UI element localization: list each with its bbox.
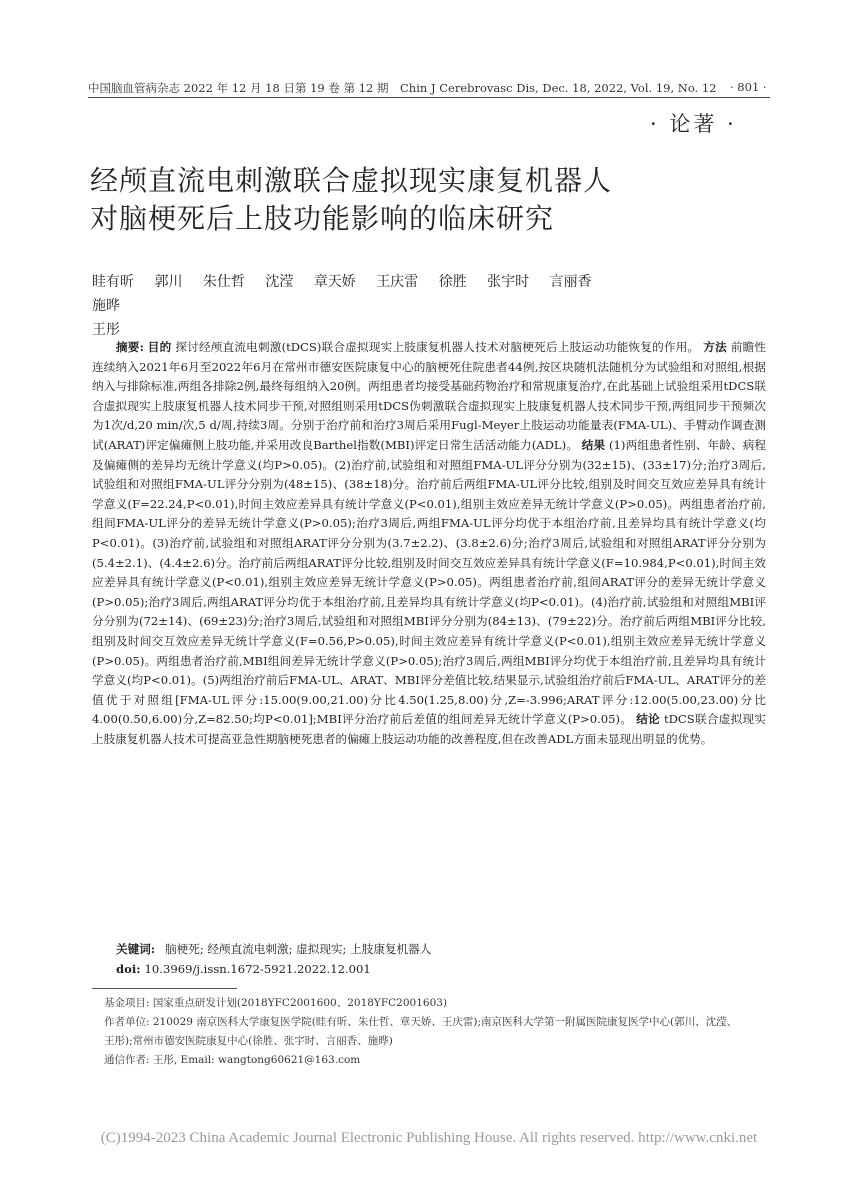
footnote-divider xyxy=(92,988,237,989)
keywords-label: 关键词: xyxy=(116,942,156,956)
conclusion-label: 结论 xyxy=(636,712,660,727)
author: 王彤 xyxy=(92,322,120,338)
results-label: 结果 xyxy=(581,437,606,452)
author: 沈滢 xyxy=(265,274,294,290)
article-title xyxy=(90,162,710,238)
doi-link[interactable]: 10.3969/j.issn.1672-5921.2022.12.001 xyxy=(144,962,371,976)
author: 章天娇 xyxy=(313,274,356,290)
abstract xyxy=(92,338,766,749)
author: 眭有昕 xyxy=(92,274,134,290)
results-text: (1)两组患者性别、年龄、病程及偏瘫侧的差异均无统计学意义(均P>0.05)。(2)治疗前,试验组和对照组FMA-UL评分分别为(32±15)、(33±17)分;治疗3周后,试验组和对照组FMA-UL评分分别为(48±15)、(38±18)分。治疗前后两组FMA-UL评分比较,组别及时间交互效应差异具有统计学意义(F=22.24,P<0.01),时间主效应差异具有统计学意义(P<0.01),组别主效应差异无统计学意义(P>0.05)。两组患者治疗前,组间FMA-UL评分的差异无统计学意义(P>0.05);治疗3周后,两组FMA-UL评分均优于本组治疗前,且差异均具有统计学意义(均P<0.01)。(3)治疗前,试验组和对照组ARAT评分分别为(3.7±2.2)、(3.8±2.6)分;治疗3周后,试验组和对照组ARAT评分分别为(5.4±2.1)、(4.4±2.6)分。治疗前后两组ARAT评分比较,组别及时间交互效应差异具有统计学意义(F=10.984,P<0.01),时间主效应差异具有统计学意义(P<0.01),组别主效应差异无统计学意义(P>0.05)。两组患者治疗前,组间ARAT评分的差异无统计学意义(P>0.05);治疗3周后,两组ARAT评分均优于本组治疗前,且差异均具有统计学意义(均P<0.01)。(4)治疗前,试验组和对照组MBI评分分别为(72±14)、(69±23)分;治疗3周后,试验组和对照组MBI评分分别为(84±13)、(79±22)分。治疗前后两组MBI评分比较,组别及时间交互效应差异无统计学意义(F=0.56,P>0.05),时间主效应差异有统计学意义(P<0.01),组别主效应差异无统计学意义(P>0.05)。两组患者治疗前,MBI组间差异无统计学意义(P>0.05);治疗3周后,两组MBI评分均优于本组治疗前,且差异均具有统计学意义(均P<0.01)。(5)两组治疗前后FMA-UL、ARAT、MBI评分差值比较,结果显示,试验组治疗前后FMA-UL、ARAT评分的差值优于对照组[FMA-UL评分:15.00(9.00,21.00)分比4.50(1.25,8.00)分,Z=-3.996;ARAT评分:12.00(5.00,23.00)分比4.00(0.50,6.00)分,Z=82.50;均P<0.01];MBI评分治疗前后差值的组间差异无统计学意义(P>0.05)。 xyxy=(92,437,767,727)
author: 言丽香 xyxy=(549,274,592,290)
footnotes xyxy=(104,994,744,1070)
title-line-1: 经颅直流电刺激联合虚拟现实康复机器人 xyxy=(90,164,613,197)
author: 施晔 xyxy=(92,298,120,314)
methods-text: 前瞻性连续纳入2021年6月至2022年6月在常州市德安医院康复中心的脑梗死住院患者44例,按区块随机法随机分为试验组和对照组,根据纳入与排除标准,两组各排除2例,最终每组纳入20例。两组患者均接受基础药物治疗和常规康复治疗,在此基础上试验组采用tDCS联合虚拟现实上肢康复机器人技术同步干预,对照组则采用tDCS伪刺激联合虚拟现实上肢康复机器人技术同步干预,两组同步干预频次为1次/d,20 min/次,5 d/周,持续3周。分别于治疗前和治疗3周后采用Fugl-Meyer上肢运动功能量表(FMA-UL)、手臂动作调查测试(ARAT)评定偏瘫侧上肢功能,并采用改良Barthel指数(MBI)评定日常生活活动能力(ADL)。 xyxy=(92,340,767,452)
conclusion-text: tDCS联合虚拟现实上肢康复机器人技术可提高亚急性期脑梗死患者的偏瘫上肢运动功能的改善程度,但在改善ADL方面未显现出明显的优势。 xyxy=(92,712,766,746)
title-line-2: 对脑梗死后上肢功能影响的临床研究 xyxy=(90,202,555,235)
doi-label: doi: xyxy=(116,962,141,976)
correspondence-note: 通信作者: 王彤, Email: wangtong60621@163.com xyxy=(104,1054,361,1066)
fund-note: 基金项目: 国家重点研发计划(2018YFC2001600、2018YFC2001603) xyxy=(104,997,448,1009)
objective-label: 目的 xyxy=(147,340,172,354)
author: 王庆雷 xyxy=(376,274,419,290)
copyright-watermark: (C)1994-2023 China Academic Journal Electronic Publishing House. All rights reserved. http://www.cnki.net xyxy=(100,1130,758,1146)
author: 徐胜 xyxy=(438,274,467,290)
methods-label: 方法 xyxy=(703,340,727,354)
header-divider xyxy=(88,97,770,98)
page-number: · 801 · xyxy=(730,80,767,94)
section-label: · 论著 · xyxy=(650,112,737,136)
author: 朱仕哲 xyxy=(202,274,245,290)
keywords xyxy=(116,940,766,960)
author: 张宇时 xyxy=(487,274,530,290)
objective-text: 探讨经颅直流电刺激(tDCS)联合虚拟现实上肢康复机器人技术对脑梗死后上肢运动功能恢复的作用。 xyxy=(175,340,700,354)
affiliation-note: 作者单位: 210029 南京医科大学康复医学院(眭有昕、朱仕哲、章天娇、王庆雷);南京医科大学第一附属医院康复医学中心(郭川、沈滢、王彤);常州市德安医院康复中心(徐胜、张宇时、言丽香、施晔) xyxy=(104,1016,738,1047)
author: 郭川 xyxy=(154,274,183,290)
abstract-label: 摘要: xyxy=(116,340,144,354)
keywords-text: 脑梗死; 经颅直流电刺激; 虚拟现实; 上肢康复机器人 xyxy=(165,942,432,956)
journal-header: 中国脑血管病杂志 2022 年 12 月 18 日第 19 卷 第 12 期 Chin J Cerebrovasc Dis, Dec. 18, 2022, Vol. 19, No. 12 xyxy=(88,81,717,95)
author-list xyxy=(92,270,652,342)
doi xyxy=(116,960,766,980)
